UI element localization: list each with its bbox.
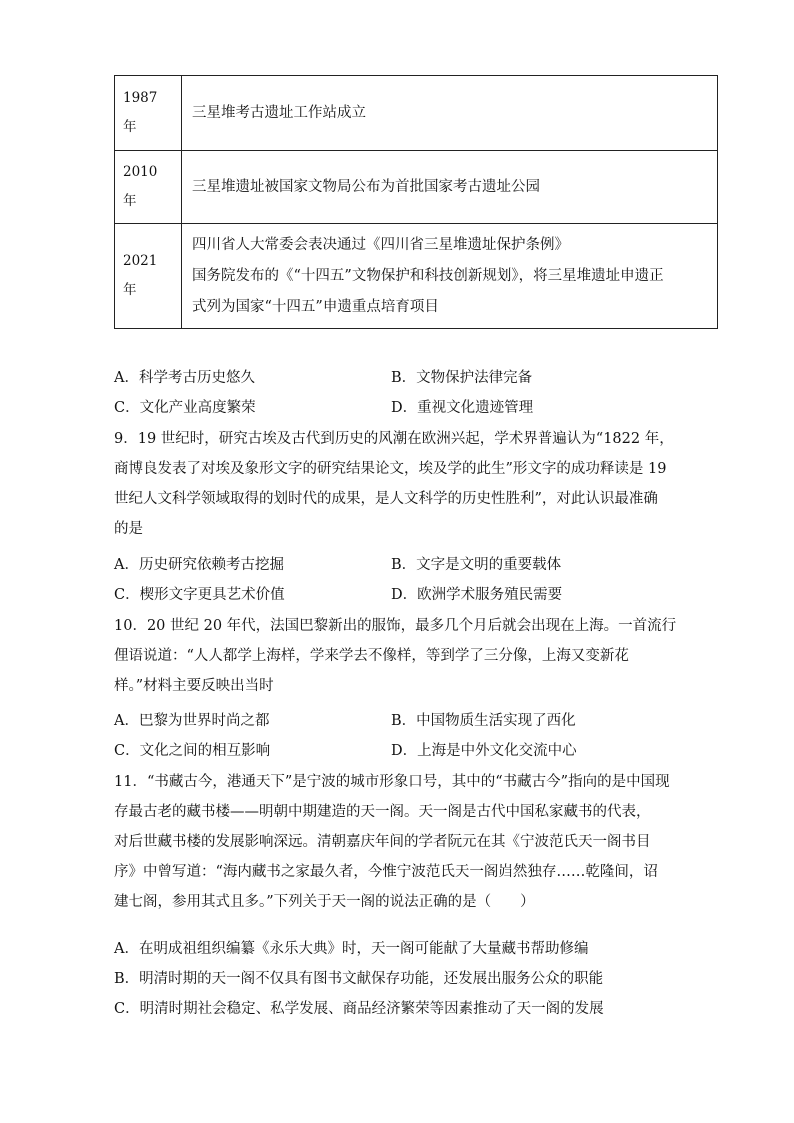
stem-line: 建七阁，参用其式且多。”下列关于天一阁的说法正确的是（ ）: [114, 894, 535, 910]
year-number: 2021: [123, 253, 158, 269]
event-cell: [182, 151, 718, 224]
event-text: 式列为国家“十四五”申遗重点培育项目: [192, 298, 439, 315]
timeline-table: [114, 75, 718, 329]
stem-line: 10．20 世纪 20 年代，法国巴黎新出的服饰，最多几个月后就会出现在上海。一首流行: [114, 618, 677, 634]
q8-option-d[interactable]: D．重视文化遗迹管理: [391, 400, 534, 416]
stem-line: 俚语说道：“人人都学上海样，学来学去不像样，等到学了三分像，上海又变新花: [114, 648, 629, 664]
year-unit: 年: [123, 193, 137, 209]
question-10-stem: [114, 611, 718, 701]
year-number: 1987: [123, 90, 158, 106]
stem-line: 存最古老的藏书楼——明朝中期建造的天一阁。天一阁是古代中国私家藏书的代表，: [114, 804, 651, 820]
event-text: 三星堆遗址被国家文物局公布为首批国家考古遗址公园: [192, 178, 540, 195]
q9-option-d[interactable]: D．欧洲学术服务殖民需要: [391, 587, 563, 603]
q9-option-c[interactable]: C．楔形文字更具艺术价值: [114, 587, 285, 603]
stem-line: 对后世藏书楼的发展影响深远。清朝嘉庆年间的学者阮元在其《宁波范氏天一阁书目: [114, 834, 651, 850]
q9-option-b[interactable]: B．文字是文明的重要载体: [391, 557, 562, 573]
stem-line: 序》中曾写道：“海内藏书之家最久者，今惟宁波范氏天一阁岿然独存……乾隆间，诏: [114, 864, 658, 880]
q9-option-a[interactable]: A．历史研究依赖考古挖掘: [114, 557, 284, 573]
table-row: [115, 224, 718, 329]
stem-line: 的是: [114, 521, 143, 537]
year-cell: [115, 151, 182, 224]
q8-option-b[interactable]: B．文物保护法律完备: [391, 370, 533, 386]
question-9-stem: [114, 424, 718, 544]
q10-option-a[interactable]: A．巴黎为世界时尚之都: [114, 713, 270, 729]
q10-option-d[interactable]: D．上海是中外文化交流中心: [391, 743, 577, 759]
event-cell: [182, 76, 718, 151]
table-row: [115, 76, 718, 151]
year-number: 2010: [123, 164, 158, 180]
stem-line: 世纪人文科学领域取得的划时代的成果，是人文科学的历史性胜利”，对此认识最准确: [114, 491, 658, 507]
event-text: 四川省人大常委会表决通过《四川省三星堆遗址保护条例》: [192, 236, 569, 253]
q11-option-b[interactable]: B．明清时期的天一阁不仅具有图书文献保存功能，还发展出服务公众的职能: [114, 971, 604, 987]
stem-line: 9．19 世纪时，研究古埃及古代到历史的风潮在欧洲兴起，学术界普遍认为“1822 年，: [114, 431, 674, 447]
q11-option-c[interactable]: C．明清时期社会稳定、私学发展、商品经济繁荣等因素推动了天一阁的发展: [114, 1001, 604, 1017]
q10-option-c[interactable]: C．文化之间的相互影响: [114, 743, 271, 759]
stem-line: 商博良发表了对埃及象形文字的研究结果论文，埃及学的此生”形文字的成功释读是 19: [114, 461, 667, 477]
question-11-stem: [114, 767, 718, 917]
q10-option-b[interactable]: B．中国物质生活实现了西化: [391, 713, 576, 729]
event-text: 三星堆考古遗址工作站成立: [192, 104, 366, 121]
stem-line: 11．“书藏古今，港通天下”是宁波的城市形象口号，其中的“书藏古今”指向的是中国现: [114, 774, 670, 790]
table-row: [115, 151, 718, 224]
year-unit: 年: [123, 282, 137, 298]
year-unit: 年: [123, 119, 137, 135]
event-text: 国务院发布的《“十四五”文物保护和科技创新规划》，将三星堆遗址申遗正: [192, 267, 664, 284]
q8-option-a[interactable]: A．科学考古历史悠久: [114, 370, 255, 386]
stem-line: 样。”材料主要反映出当时: [114, 678, 274, 694]
q8-option-c[interactable]: C．文化产业高度繁荣: [114, 400, 256, 416]
q11-option-a[interactable]: A．在明成祖组织编纂《永乐大典》时，天一阁可能献了大量藏书帮助修编: [114, 941, 589, 957]
year-cell: [115, 224, 182, 329]
event-cell: [182, 224, 718, 329]
year-cell: [115, 76, 182, 151]
